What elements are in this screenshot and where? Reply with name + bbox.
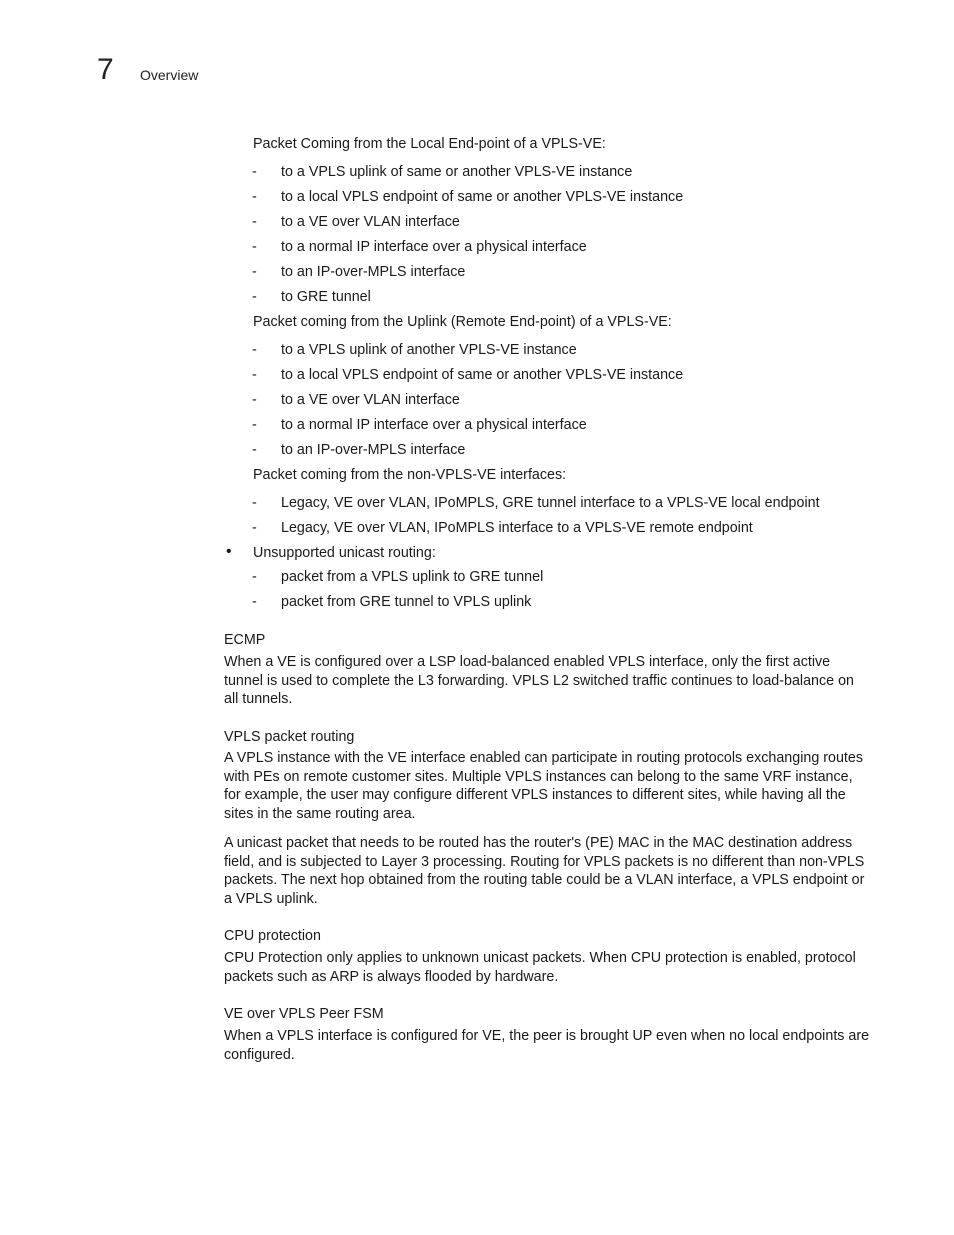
section-heading-ecmp: ECMP xyxy=(224,632,266,648)
paragraph-fsm: When a VPLS interface is configured for VE, the peer is brought UP even when no local endpoints are configured. xyxy=(224,1028,870,1063)
bullet-unsupported: Unsupported unicast routing: xyxy=(253,545,436,561)
dash-marker: - xyxy=(252,417,257,433)
list-item: to a VE over VLAN interface xyxy=(281,214,460,230)
list-item: packet from a VPLS uplink to GRE tunnel xyxy=(281,569,544,585)
list-item: to a normal IP interface over a physical interface xyxy=(281,417,587,433)
list-item: Legacy, VE over VLAN, IPoMPLS, GRE tunnel interface to a VPLS-VE local endpoint xyxy=(281,495,820,511)
dash-marker: - xyxy=(252,367,257,383)
paragraph-cpu: CPU Protection only applies to unknown unicast packets. When CPU protection is enabled, protocol packets such as ARP is always flooded by hardware. xyxy=(224,950,856,985)
dash-marker: - xyxy=(252,495,257,511)
dash-marker: - xyxy=(252,392,257,408)
dash-marker: - xyxy=(252,289,257,305)
dash-marker: - xyxy=(252,239,257,255)
section-heading-fsm: VE over VPLS Peer FSM xyxy=(224,1006,384,1022)
list-item: to an IP-over-MPLS interface xyxy=(281,264,466,280)
dash-marker: - xyxy=(252,164,257,180)
dash-marker: - xyxy=(252,342,257,358)
bullet-marker: • xyxy=(226,543,232,560)
list-item: packet from GRE tunnel to VPLS uplink xyxy=(281,594,532,610)
intro-local: Packet Coming from the Local End-point of a VPLS-VE: xyxy=(253,136,606,152)
list-item: Legacy, VE over VLAN, IPoMPLS interface to a VPLS-VE remote endpoint xyxy=(281,520,753,536)
list-item: to GRE tunnel xyxy=(281,289,371,305)
list-item: to a VE over VLAN interface xyxy=(281,392,460,408)
dash-marker: - xyxy=(252,264,257,280)
section-heading-cpu: CPU protection xyxy=(224,928,321,944)
chapter-title: Overview xyxy=(140,67,199,83)
list-item: to a VPLS uplink of another VPLS-VE instance xyxy=(281,342,577,358)
paragraph-routing-1: A VPLS instance with the VE interface enabled can participate in routing protocols exchanging routes with PEs on remote customer sites. Multiple VPLS instances can belong to the same VRF instance, for example, the user may configure different VPLS instances to different sites, while having all the sites in the same routing area. xyxy=(224,750,863,823)
intro-uplink: Packet coming from the Uplink (Remote End-point) of a VPLS-VE: xyxy=(253,314,672,330)
list-item: to a local VPLS endpoint of same or another VPLS-VE instance xyxy=(281,367,684,383)
section-heading-routing: VPLS packet routing xyxy=(224,729,355,745)
dash-marker: - xyxy=(252,520,257,536)
dash-marker: - xyxy=(252,569,257,585)
dash-marker: - xyxy=(252,214,257,230)
list-item: to an IP-over-MPLS interface xyxy=(281,442,466,458)
list-item: to a VPLS uplink of same or another VPLS-VE instance xyxy=(281,164,633,180)
list-item: to a local VPLS endpoint of same or another VPLS-VE instance xyxy=(281,189,684,205)
dash-marker: - xyxy=(252,189,257,205)
dash-marker: - xyxy=(252,594,257,610)
list-item: to a normal IP interface over a physical interface xyxy=(281,239,587,255)
paragraph-routing-2: A unicast packet that needs to be routed has the router's (PE) MAC in the MAC destination address field, and is subjected to Layer 3 processing. Routing for VPLS packets is no different than non-VPLS packets. The next hop obtained from the routing table could be a VLAN interface, a VPLS endpoint or a VPLS uplink. xyxy=(224,835,865,908)
dash-marker: - xyxy=(252,442,257,458)
chapter-number: 7 xyxy=(97,53,114,86)
paragraph-ecmp: When a VE is configured over a LSP load-balanced enabled VPLS interface, only the first active tunnel is used to complete the L3 forwarding. VPLS L2 switched traffic continues to load-balance on all tunnels. xyxy=(224,654,854,708)
intro-nonvpls: Packet coming from the non-VPLS-VE interfaces: xyxy=(253,467,567,483)
